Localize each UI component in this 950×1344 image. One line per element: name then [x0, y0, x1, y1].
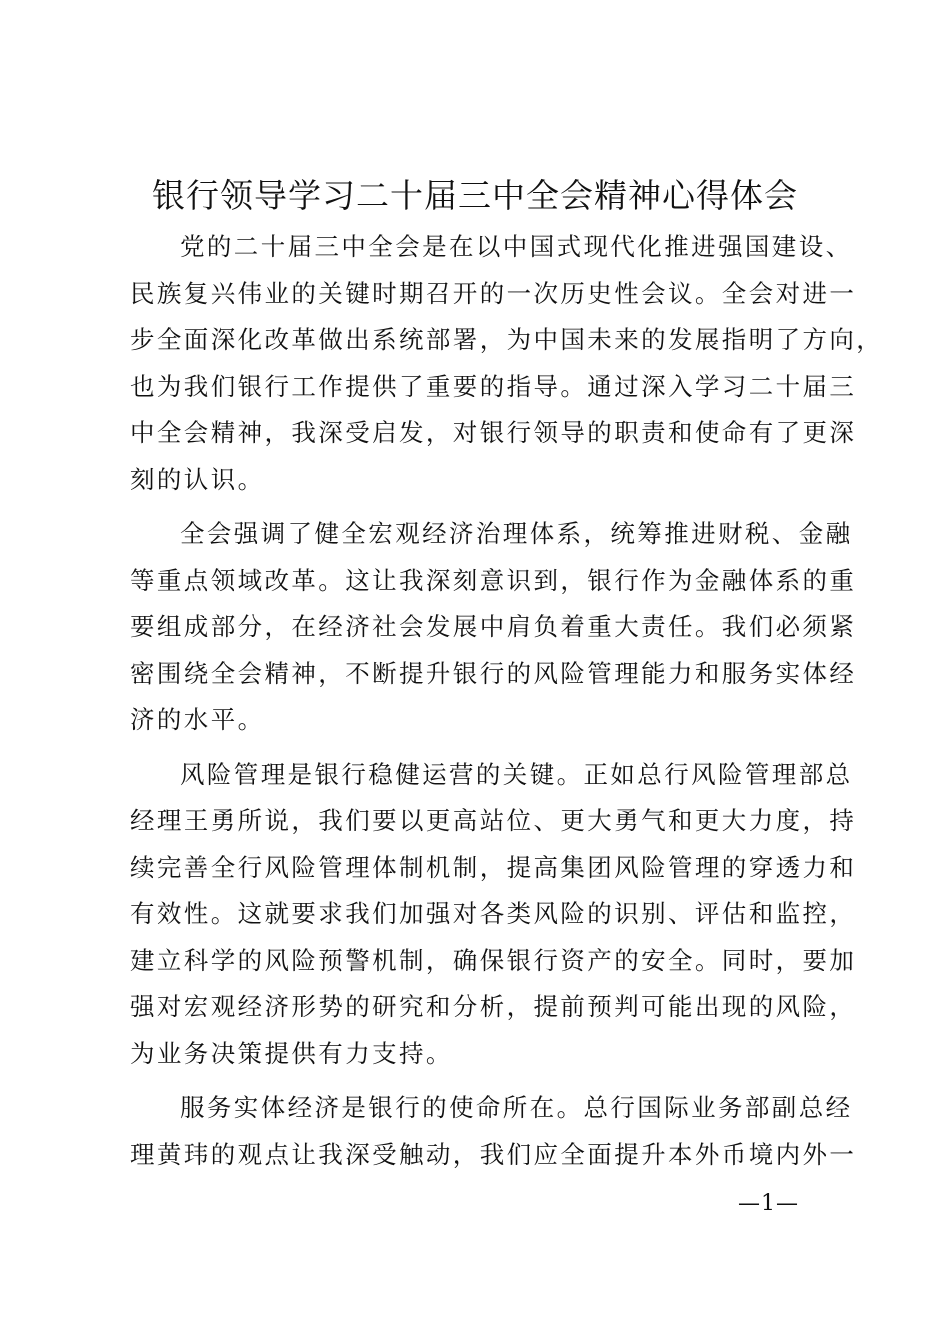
- paragraph-line: 服务实体经济是银行的使命所在。总行国际业务部副总经: [180, 1093, 853, 1122]
- paragraph-line: 等重点领域改革。这让我深刻意识到，银行作为金融体系的重: [130, 565, 857, 595]
- paragraph-line: 风险管理是银行稳健运营的关键。正如总行风险管理部总: [180, 759, 853, 789]
- document-body: [130, 224, 884, 1186]
- document-title: 银行领导学习二十届三中全会精神心得体会: [152, 176, 798, 215]
- paragraph-line: 有效性。这就要求我们加强对各类风险的识别、评估和监控，: [130, 899, 857, 928]
- page-number: —1—: [738, 1191, 799, 1216]
- paragraph-4: [130, 1085, 857, 1178]
- paragraph-line: 中全会精神，我深受启发，对银行领导的职责和使命有了更深: [130, 418, 857, 447]
- paragraph-line: 强对宏观经济形势的研究和分析，提前预判可能出现的风险，: [130, 992, 857, 1021]
- paragraph-line: 经理王勇所说，我们要以更高站位、更大勇气和更大力度，持: [130, 806, 857, 835]
- paragraph-line: 理黄玮的观点让我深受触动，我们应全面提升本外币境内外一: [130, 1139, 857, 1169]
- paragraph-line: 要组成部分，在经济社会发展中肩负着重大责任。我们必须紧: [130, 612, 857, 641]
- paragraph-2: [130, 511, 857, 744]
- paragraph-line: 续完善全行风险管理体制机制，提高集团风险管理的穿透力和: [130, 852, 857, 882]
- paragraph-3: [130, 752, 857, 1078]
- paragraph-line: 刻的认识。: [130, 464, 265, 494]
- paragraph-line: 济的水平。: [130, 705, 265, 734]
- paragraph-line: 为业务决策提供有力支持。: [130, 1038, 453, 1068]
- paragraph-line: 全会强调了健全宏观经济治理体系，统筹推进财税、金融: [180, 519, 853, 548]
- paragraph-line: 民族复兴伟业的关键时期召开的一次历史性会议。全会对进一: [130, 278, 857, 308]
- paragraph-line: 也为我们银行工作提供了重要的指导。通过深入学习二十届三: [130, 371, 857, 401]
- paragraph-line: 步全面深化改革做出系统部署，为中国未来的发展指明了方向，: [130, 325, 884, 354]
- paragraph-line: 党的二十届三中全会是在以中国式现代化推进强国建设、: [180, 232, 853, 261]
- paragraph-line: 建立科学的风险预警机制，确保银行资产的安全。同时，要加: [130, 945, 857, 975]
- paragraph-line: 密围绕全会精神，不断提升银行的风险管理能力和服务实体经: [130, 658, 857, 688]
- paragraph-1: [130, 224, 884, 503]
